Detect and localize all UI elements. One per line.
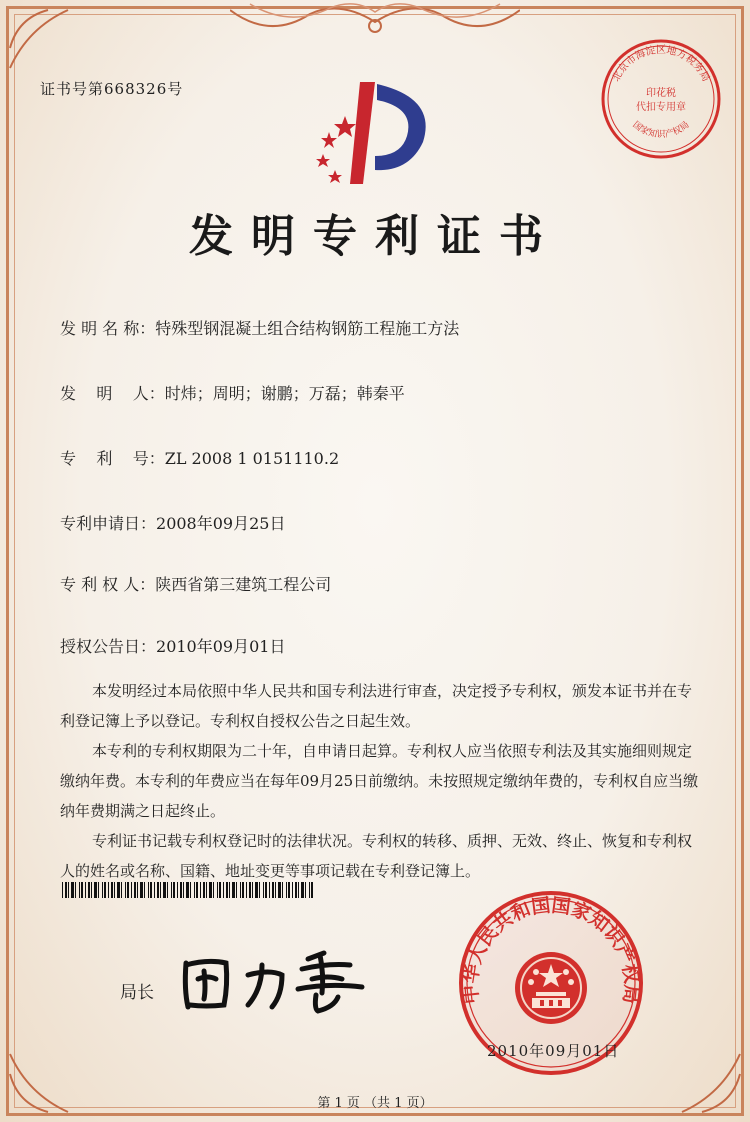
seal-ring-text: 中华人民共和国国家知识产权局 [459,894,643,1005]
field-label: 专利申请日： [60,514,157,533]
corner-ornament-icon [8,8,78,78]
barcode-bar [246,882,247,898]
barcode-bar [65,882,67,898]
barcode-bar [219,882,221,898]
barcode-bar [173,882,175,898]
barcode-bar [98,882,99,898]
barcode-bar [117,882,120,898]
barcode-bar [140,882,143,898]
barcode-bar [209,882,212,898]
field-label: 发 明 名 称： [60,319,156,338]
barcode-bar [242,882,244,898]
barcode-bar [263,882,264,898]
barcode-bar [127,882,129,898]
barcode-bar [62,882,63,898]
barcode-bar [148,882,149,898]
certificate-title: 发明专利证书 [189,211,561,262]
svg-text:国家知识产权局 [631,119,692,140]
barcode-bar [75,882,76,898]
field-value: 2010年09月01日 [156,637,286,656]
barcode-bar [213,882,214,898]
barcode-bar [249,882,251,898]
body-paragraph: 本发明经过本局依照中华人民共和国专利法进行审查，决定授予专利权，颁发本证书并在专利登记簿上予以登记。专利权自授权公告之日起生效。 [60,682,693,730]
field-grant-date [60,634,285,657]
barcode-bar [137,882,138,898]
barcode-bar [309,882,310,898]
barcode-bar [71,882,74,898]
barcode-bar [275,882,276,898]
body-paragraph: 本专利的专利权期限为二十年，自申请日起算。专利权人应当依照专利法及其实施细则规定缴纳年费。本专利的年费应当在每年09月25日前缴纳。未按照规定缴纳年费的，专利权自应当缴纳年费期满之日起终止。 [60,742,699,820]
field-inventors [60,381,405,404]
cnipa-emblem-icon [305,76,445,196]
barcode-bar [292,882,293,898]
barcode-bar [232,882,235,898]
barcode-bar [134,882,136,898]
barcode-bar [81,882,83,898]
top-ornament-icon [230,0,520,44]
barcode-bar [150,882,152,898]
field-value: 特殊型钢混凝土组合结构钢筋工程施工方法 [155,319,460,338]
issue-date: 2010年09月01日 [487,1042,620,1060]
field-patent-number [60,446,339,469]
barcode-bar [259,882,260,898]
barcode-bar [295,882,297,898]
barcode-bar [229,882,230,898]
certificate-body [60,676,700,886]
barcode-bar [194,882,195,898]
barcode-bar [177,882,178,898]
barcode-bar [88,882,90,898]
certificate-number: 证书号第668326号 [40,80,184,98]
barcode-bar [183,882,184,898]
barcode-bar [288,882,290,898]
field-value: 时炜；周明；谢鹏；万磊；韩秦平 [164,384,405,403]
barcode-bar [167,882,168,898]
barcode-bar [131,882,132,898]
barcode-bar [301,882,304,898]
barcode-bar [255,882,258,898]
stamp-ring-text: 北京市海淀区地方税务局 [610,44,712,84]
barcode-bar [157,882,159,898]
barcode-bar [252,882,253,898]
field-value: 陕西省第三建筑工程公司 [155,575,332,594]
barcode-bar [171,882,172,898]
barcode-bar [278,882,281,898]
barcode-icon [62,882,314,898]
barcode-bar [305,882,306,898]
barcode-bar [226,882,228,898]
field-label: 授权公告日： [60,637,157,656]
barcode-bar [236,882,237,898]
barcode-bar [163,882,166,898]
barcode-bar [240,882,241,898]
barcode-bar [265,882,267,898]
barcode-bar [190,882,191,898]
field-patentee [60,572,331,595]
body-paragraph: 专利证书记载专利权登记时的法律状况。专利权的转移、质押、无效、终止、恢复和专利权人的姓名或名称、国籍、地址变更等事项记载在专利登记簿上。 [60,832,693,880]
tax-stamp-seal [598,36,724,162]
field-invention-name [60,316,459,339]
barcode-bar [108,882,109,898]
barcode-bar [111,882,113,898]
barcode-bar [121,882,122,898]
barcode-bar [180,882,182,898]
barcode-bar [85,882,86,898]
stamp-center-text: 代扣专用章 [636,102,686,113]
barcode-bar [160,882,161,898]
field-value: ZL 2008 1 0151110.2 [164,449,340,468]
stamp-center-text: 印花税 [646,88,676,99]
page-number: 第 1 页 （共 1 页） [317,1096,433,1111]
barcode-bar [154,882,155,898]
barcode-bar [223,882,224,898]
field-application-date [60,511,285,534]
barcode-bar [200,882,201,898]
barcode-bar [286,882,287,898]
field-label: 发 明 人： [60,384,165,403]
barcode-bar [102,882,103,898]
barcode-bar [104,882,106,898]
barcode-bar [79,882,80,898]
stamp-bottom-text: 国家知识产权局 [630,120,692,141]
barcode-bar [272,882,274,898]
field-label: 专 利 权 人： [60,575,156,594]
svg-text:北京市海淀区地方税务局 [610,43,712,83]
barcode-bar [206,882,207,898]
director-signature-icon [178,945,378,1015]
barcode-bar [269,882,270,898]
barcode-bar [217,882,218,898]
barcode-bar [298,882,299,898]
barcode-bar [125,882,126,898]
barcode-bar [311,882,313,898]
barcode-bar [91,882,92,898]
barcode-bar [114,882,115,898]
barcode-bar [94,882,97,898]
barcode-bar [282,882,283,898]
barcode-bar [203,882,205,898]
field-label: 专 利 号： [60,449,165,468]
barcode-bar [186,882,189,898]
director-label: 局长 [120,983,154,1003]
field-value: 2008年09月25日 [156,514,286,533]
barcode-bar [144,882,145,898]
barcode-bar [196,882,198,898]
barcode-bar [68,882,69,898]
